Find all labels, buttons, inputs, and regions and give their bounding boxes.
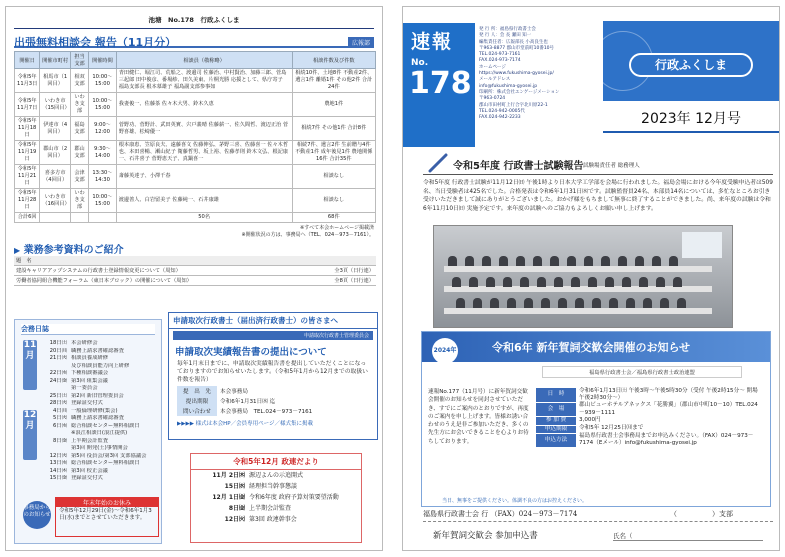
- year-badge: 2024年: [432, 338, 458, 364]
- person-figure: [618, 256, 627, 266]
- calendar-event: 一般倫理研修(集会): [71, 407, 118, 414]
- calendar-event: 上半期会計監査: [71, 437, 109, 444]
- column-header: 開催時間: [89, 52, 117, 69]
- brand-panel: [603, 21, 779, 101]
- office-badge: 事務局からのお知らせ: [23, 501, 51, 529]
- calendar-event: 相談員養成研修: [71, 355, 109, 361]
- schedule-row: [191, 481, 361, 492]
- calendar-date: 28日㈫: [49, 400, 67, 406]
- person-figure: [588, 277, 597, 287]
- calendar-event: 第3回 校正会議: [71, 467, 108, 474]
- schedule-date: 8日㈮: [228, 505, 245, 512]
- info-line: メールアドレス: [479, 77, 511, 83]
- person-figure: [567, 256, 576, 266]
- calendar-list: [43, 340, 161, 483]
- party-value: 令和5年 12月25日㈪まで: [579, 425, 644, 432]
- calendar-entry: [43, 460, 161, 468]
- schedule-date: 12月 1日㈮: [212, 494, 245, 501]
- schedule-date: 15日㈬: [224, 483, 245, 490]
- table-cell: 根本康恵、笠原良夫、遠藤喜文 佐藤伸弘、茅野三喜、佐藤喜一 佐々木哲也、本田喜暢、瀬山紀子 衛藤哲男、坂上裕、佐藤孝則 鈴木文弘、根記康一、石井喜子 菅野恵天子、真鍋喜一: [116, 141, 292, 165]
- table-cell: 13:30～14:30: [89, 165, 117, 189]
- table-cell: 令和5年11月18日: [15, 117, 40, 141]
- calendar-entry: [43, 340, 161, 348]
- calendar-entry: [43, 475, 161, 483]
- calendar-date: 20日㈪: [49, 347, 67, 354]
- month-december: 12月: [23, 410, 37, 460]
- calendar-event: 第2回 新旧管理委員会: [71, 392, 124, 399]
- schedule-row: [191, 492, 361, 503]
- person-figure: [503, 277, 512, 287]
- table-cell: 福島支部: [70, 117, 88, 141]
- person-figure: [558, 298, 567, 308]
- info-line: TEL.024-942-0005代: [479, 108, 525, 114]
- table-cell: [89, 213, 117, 223]
- application-notice: [168, 312, 378, 440]
- holiday-box: [55, 497, 159, 537]
- calendar-entry: [43, 453, 161, 461]
- table-cell: 9:30～14:00: [89, 141, 117, 165]
- party-row: [536, 425, 764, 433]
- masthead: [403, 7, 779, 149]
- table-cell: 会津支部: [70, 165, 88, 189]
- person-figure: [554, 277, 563, 287]
- info-line: 郡山市田村町上行合字北川原22-1: [479, 102, 548, 108]
- table-row[interactable]: [15, 141, 376, 165]
- person-figure: [520, 277, 529, 287]
- calendar-date: 14日㈭: [49, 467, 67, 474]
- notice-title: 申請取次実績報告書の提出について: [175, 347, 327, 358]
- calendar-entry: [43, 355, 161, 363]
- form-header: 福島県行政書士会 行 （FAX）024－973－7174 （ ）支部: [423, 509, 773, 522]
- table-cell: 合計6回: [15, 213, 40, 223]
- info-line: 印刷所：株式会社エンゲージメーション: [479, 89, 560, 95]
- calendar-event: 職務上請求書確認審査: [71, 415, 124, 421]
- info-line: 編集責任者：広報部長 小高良生也: [479, 39, 548, 45]
- party-details: [536, 388, 764, 448]
- party-value: 令和6年1月13日㈯ 午後3時～午後5時30分（受付 午後2時15分～ 開場 午後2時30分～）: [579, 388, 758, 402]
- issue-date: 2023年 12月号: [603, 105, 779, 133]
- calendar-entry: [43, 348, 161, 356]
- person-figure: [609, 298, 618, 308]
- consult-tag: 広報部: [348, 37, 374, 48]
- schedule-title: 令和5年12月 政連だより: [191, 454, 361, 470]
- issue-no-label: No.: [411, 58, 429, 68]
- calendar-entry: [43, 363, 161, 371]
- person-figure: [541, 298, 550, 308]
- party-value: 郡山ビューホテルアネックス「花勝翼」（郡山市中町10－10）TEL.024－939－1111: [579, 402, 758, 416]
- table-cell: 相談なし: [292, 165, 375, 189]
- info-line: 〒963-8877 郡山市堂前町10番10号: [479, 45, 555, 51]
- schedule-event: 源辺よんの示追開式: [249, 472, 304, 479]
- calendar-date: 21日㈫: [49, 355, 67, 361]
- schedule-event: 第3回 政連幹事会: [249, 516, 297, 523]
- person-figure: [605, 277, 614, 287]
- note-line: ※開催状況の方は、事務局へ（TEL．024－973－7161）。: [241, 232, 374, 238]
- info-line: TEL.024-973-7161: [479, 52, 521, 58]
- activity-calendar: [14, 319, 162, 544]
- calendar-event: 職務上請求書確認審査: [71, 347, 124, 354]
- calendar-date: 13日㈬: [49, 460, 67, 466]
- calendar-event: 及び相談員能力向上研修: [71, 362, 130, 369]
- table-row[interactable]: [15, 213, 376, 223]
- person-figure: [571, 277, 580, 287]
- calendar-date: 5日㈫: [53, 415, 67, 421]
- party-row: [536, 402, 764, 416]
- calendar-date: 8日㈮: [53, 437, 67, 444]
- person-figure: [469, 277, 478, 287]
- calendar-entry: [43, 408, 161, 416]
- materials-table: [14, 256, 376, 286]
- calendar-date: 4日㈪: [53, 407, 67, 414]
- notice-body: 毎年1月末日までに、申請取次実績報告書を提出していただくことになっておりますのでお知らせいたします。（令和5年1月から12月までの取扱い件数を報告）: [177, 361, 368, 383]
- table-cell: 我妻俊一、佐藤茶 佐々木大男、鈴木久恵: [116, 93, 292, 117]
- table-cell: 令和5年11月21日: [15, 165, 40, 189]
- calendar-date: 6日㈬: [53, 422, 67, 429]
- calendar-entry: [43, 385, 161, 393]
- calendar-date: 15日㈮: [49, 475, 67, 481]
- table-cell: 相双支部: [70, 69, 88, 93]
- table-cell: [40, 213, 71, 223]
- calendar-event: 本会研修会: [71, 340, 98, 346]
- calendar-event: 第5回 役員会/第3回 支部協議会: [71, 452, 147, 459]
- party-key: 申込期限: [536, 425, 576, 433]
- party-greeting: 速報No.177（11月号）に新年賀詞交歓会開催のお知らせを同封させていただき、すでにご案内のとおりですが、再度のご案内を申し上げます。皆様お誘い合わせのうえ是非ご参加いただき、多くの先生方にお会いできることを心よりお待ちしております。: [428, 389, 529, 445]
- person-figure: [452, 277, 461, 287]
- person-figure: [584, 256, 593, 266]
- party-value: 3,000円: [579, 416, 601, 423]
- consult-section-header: [14, 34, 374, 48]
- left-page: [5, 6, 383, 551]
- person-figure: [639, 277, 648, 287]
- person-figure: [465, 256, 474, 266]
- person-figure: [677, 298, 686, 308]
- new-year-party: [421, 331, 771, 507]
- table-cell: 喜多方市（4回目）: [40, 165, 71, 189]
- table-cell: 相続7件、遺言2件 生前贈与4件 不動産1件 成年後見1件 農地関係16件 合計35件: [292, 141, 375, 165]
- political-schedule: [190, 453, 362, 543]
- person-figure: [660, 298, 669, 308]
- brand-title: 行政ふくしま: [629, 53, 753, 77]
- table-cell: いわき支部: [70, 189, 88, 213]
- table-cell: 10:00～15:00: [89, 93, 117, 117]
- person-figure: [507, 298, 516, 308]
- schedule-date: 12日㈫: [224, 516, 245, 523]
- calendar-event: 登録証交付式: [71, 400, 103, 406]
- consult-table: [14, 51, 376, 223]
- publisher-info: [479, 27, 599, 121]
- schedule-row: [191, 503, 361, 514]
- pen-icon: [427, 153, 449, 173]
- calendar-entry: [43, 445, 161, 453]
- holiday-notice: [23, 497, 161, 537]
- month-november: 11月: [23, 340, 37, 390]
- person-figure: [524, 298, 533, 308]
- calendar-entry: [43, 393, 161, 401]
- form-title: 新年賀詞交歓会 参加申込書: [433, 531, 538, 541]
- schedule-row: [191, 514, 361, 525]
- table-cell: いわき支部: [70, 93, 88, 117]
- triangle-icon: ▶: [14, 246, 21, 255]
- person-figure: [482, 256, 491, 266]
- party-row: [536, 417, 764, 425]
- person-figure: [550, 256, 559, 266]
- party-key: 参 加 費: [536, 417, 576, 425]
- calendar-date: 25日㈯: [49, 392, 67, 399]
- calendar-entry: [43, 400, 161, 408]
- holiday-text: 令和5年12月29日(金)～令和6年1月3日(水)までとさせていただきます。: [59, 508, 152, 521]
- table-row[interactable]: [15, 165, 376, 189]
- person-figure: [533, 256, 542, 266]
- issue-number: 178: [409, 66, 472, 101]
- notice-foot[interactable]: ▶▶▶▶ 様式は本会HP／会員専用ページ／様式集に掲載: [177, 421, 314, 427]
- calendar-date: 18日㈯: [49, 340, 67, 346]
- calendar-event: 第一委員会: [71, 385, 98, 391]
- sokuho-label: 速報: [411, 31, 454, 53]
- person-figure: [635, 256, 644, 266]
- exam-body: 令和5年度 行政書士試験が11月12日㈰ 午後1時より日本大学工学部を会場に行われました。福島会場における今年度受験申込者は509名、当日受験者は425名でした。合格発表は令和6年1月31日㈬です。試験監督員24名、本部員14名については、多忙なところお引き受けいただきまして誠にありがとうございました。おかげ様をもちまして無事に終了することができました。尚、来年度の試験は令和6年11月10日㈰ 実施予定です。来年度の試験へのご協力もよろしくお願い申し上げます。: [423, 180, 773, 212]
- right-page: [402, 6, 780, 551]
- info-line: FAX.024-973-7174: [479, 58, 521, 64]
- calendar-date: 24日㈮: [49, 377, 67, 384]
- table-cell: 斎藤英達子、小澤千春: [116, 165, 292, 189]
- person-figure: [499, 256, 508, 266]
- table-cell: 9:00～12:00: [89, 117, 117, 141]
- table-cell: 令和5年11月7日: [15, 93, 40, 117]
- table-cell: いわき市（15回目）: [40, 93, 71, 117]
- holiday-head: 年末年始のお休み: [56, 498, 158, 507]
- party-value: 福島県行政書士会事務局までお申込みください。（FAX）024－973－7174（Eメール）info@fukushima-gyosei.jp: [579, 433, 754, 447]
- calendar-date: 12日㈫: [49, 452, 67, 459]
- person-figure: [448, 256, 457, 266]
- table-cell: 68件: [292, 213, 375, 223]
- table-cell: 渡邊善人、白岩留美子 佐藤純一、石井康雄: [116, 189, 292, 213]
- info-line: 発 行 人：会 長 瀬田 知一: [479, 33, 532, 39]
- party-row: [536, 388, 764, 402]
- calendar-date: 22日㈬: [49, 370, 67, 376]
- table-cell: 郡山支部: [70, 141, 88, 165]
- table-cell: 10:00～15:00: [89, 189, 117, 213]
- column-header: 担当支部: [70, 52, 88, 69]
- person-figure: [626, 298, 635, 308]
- table-row[interactable]: [15, 93, 376, 117]
- person-figure: [656, 277, 665, 287]
- person-figure: [643, 298, 652, 308]
- party-key: 会 場: [536, 402, 576, 416]
- table-cell: 令和5年11月3日: [15, 69, 40, 93]
- table-row[interactable]: [15, 117, 376, 141]
- party-key: 申込方法: [536, 433, 576, 447]
- table-cell: 相馬市（1回目）: [40, 69, 71, 93]
- calendar-entry: [43, 423, 161, 431]
- person-figure: [652, 256, 661, 266]
- person-figure: [575, 298, 584, 308]
- schedule-row: [191, 470, 361, 481]
- notice-top: 申請取次行政書士（届出済行政書士）の皆さまへ: [169, 313, 377, 329]
- calendar-title: 会務日誌: [21, 324, 155, 335]
- table-cell: 10:00～15:00: [89, 69, 117, 93]
- table-cell: 相続7件 その他1件 合計8件: [292, 117, 375, 141]
- exam-sub: 試験場責任者 総務理人: [583, 163, 640, 169]
- materials-title: 業務参考資料のご紹介: [23, 245, 124, 256]
- column-header: 開催市町村: [40, 52, 71, 69]
- calendar-entry: [43, 415, 161, 423]
- name-field[interactable]: 氏名（: [613, 531, 763, 541]
- table-cell: 令和5年11月19日: [15, 141, 40, 165]
- column-header: 相談件数及び件数: [292, 52, 375, 69]
- table-cell: 相続10件、土地8件 不動産2件、遺言1件 離婚1件 その他2件 合計24件: [292, 69, 375, 93]
- person-figure: [516, 256, 525, 266]
- exam-title: 令和5年度 行政書士試験報告: [453, 161, 584, 172]
- info-line: FAX.024-942-2233: [479, 115, 521, 121]
- info-line: 発 行 所：福島県行政書士会: [479, 27, 536, 32]
- calendar-event: 第3回 開発(土)事情開会: [71, 445, 128, 451]
- calendar-entry: [43, 430, 161, 438]
- table-cell: 菅野功、菅野計、武田英實、宍戸義晴 佐藤薪一、佐久間哲、渡辺正治 菅野喜雄、松崎優一: [116, 117, 292, 141]
- table-cell: 令和5年11月28日: [15, 189, 40, 213]
- calendar-event: 登録証交付式: [71, 475, 103, 481]
- page-header: 池塘 No.178 行政ふくしま: [14, 7, 374, 29]
- info-line: https://www.fukushima-gyosei.jp/: [479, 71, 554, 77]
- party-title: 令和6年 新年賀詞交歓会開催のお知らせ: [492, 341, 691, 354]
- materials-header: [14, 241, 374, 254]
- info-line: info@fukushima-gyosei.jp: [479, 83, 538, 89]
- person-figure: [669, 256, 678, 266]
- consult-notes: [14, 225, 374, 239]
- calendar-event: 第3回 組集会議: [71, 377, 108, 384]
- info-line: ホームページ: [479, 64, 506, 70]
- party-header: [422, 332, 770, 362]
- calendar-entry: [43, 438, 161, 446]
- table-cell: 相談なし: [292, 189, 375, 213]
- exam-photo: [433, 225, 733, 328]
- person-figure: [601, 256, 610, 266]
- calendar-event: 総合相談センター無料相談日: [71, 460, 140, 466]
- schedule-event: 上半期会計監査: [249, 505, 292, 512]
- notice-table: 提 出 先 本会事務局 提出期限 令和6年1月31日㈬ 迄 問い合わせ 本会事務局 TEL.024－973－7161: [177, 386, 315, 416]
- table-row[interactable]: [15, 69, 376, 93]
- person-figure: [473, 298, 482, 308]
- table-cell: 青田健仁、堀江司、荒船之、渡邊司 佐藤治、中村賢治、加藤三郎、菅島三起郎 田中俊彦、番場紗、田久美東、片桐光勝 応援として、県庁寄子 福島支部長 根本慕雄子 福島副支部参事如: [116, 69, 292, 93]
- table-cell: 農地1件: [292, 93, 375, 117]
- schedule-event: 令和6年度 政府予算対策要望活動: [249, 494, 339, 501]
- person-figure: [456, 298, 465, 308]
- calendar-entry: [43, 378, 161, 386]
- person-figure: [622, 277, 631, 287]
- materials-col-header: 題 名: [14, 256, 305, 266]
- column-header: 開催日: [15, 52, 40, 69]
- table-row[interactable]: 建設キャリアアップシステムの行政書士登録情報変更について（周知） 全3頁（日行連）: [14, 266, 376, 276]
- party-org: 福島県行政書士会／福島県行政書士政治連盟: [542, 366, 742, 378]
- calendar-entry: [43, 468, 161, 476]
- table-row[interactable]: 労働者協同組合機能フォーラム（東日本ブロック）の開催について（周知） 全8頁（日行連）: [14, 276, 376, 286]
- table-cell: [70, 213, 88, 223]
- info-line: 〒963-0724: [479, 96, 506, 102]
- consult-title: 出張無料相談会 報告（11月分）: [14, 36, 177, 49]
- calendar-entry: [43, 370, 161, 378]
- masthead-blue-panel: [403, 23, 475, 147]
- calendar-event: 総合相談センター無料相談日: [71, 422, 140, 429]
- exam-header: [423, 153, 773, 175]
- calendar-event: 下種相談審議会: [71, 370, 109, 376]
- person-figure: [490, 298, 499, 308]
- schedule-event: 経理担当幹事懇談: [249, 483, 298, 490]
- table-cell: 郡山市（2回目）: [40, 141, 71, 165]
- screen-shape: [682, 232, 722, 258]
- person-figure: [673, 277, 682, 287]
- table-row[interactable]: [15, 189, 376, 213]
- branch-field[interactable]: （ ）支部: [670, 510, 733, 518]
- table-cell: 50名: [116, 213, 292, 223]
- table-cell: いわき市（16回目）: [40, 189, 71, 213]
- person-figure: [537, 277, 546, 287]
- party-foot: 当日、無事をご提供ください。体調不良の方はお控えください。: [442, 498, 588, 504]
- note-line: ※すべて本会ホームページ掲載済: [300, 225, 374, 231]
- column-header: 相談員（敬称略）: [116, 52, 292, 69]
- table-cell: 伊達市（4回目）: [40, 117, 71, 141]
- notice-bar: 申請取次行政書士管理委員会: [173, 331, 373, 340]
- person-figure: [486, 277, 495, 287]
- calendar-event: ※浪江相談日(浪江提供): [71, 430, 128, 436]
- party-row: [536, 433, 764, 447]
- person-figure: [592, 298, 601, 308]
- schedule-date: 11月 2日㈭: [212, 472, 245, 479]
- party-key: 日 時: [536, 388, 576, 402]
